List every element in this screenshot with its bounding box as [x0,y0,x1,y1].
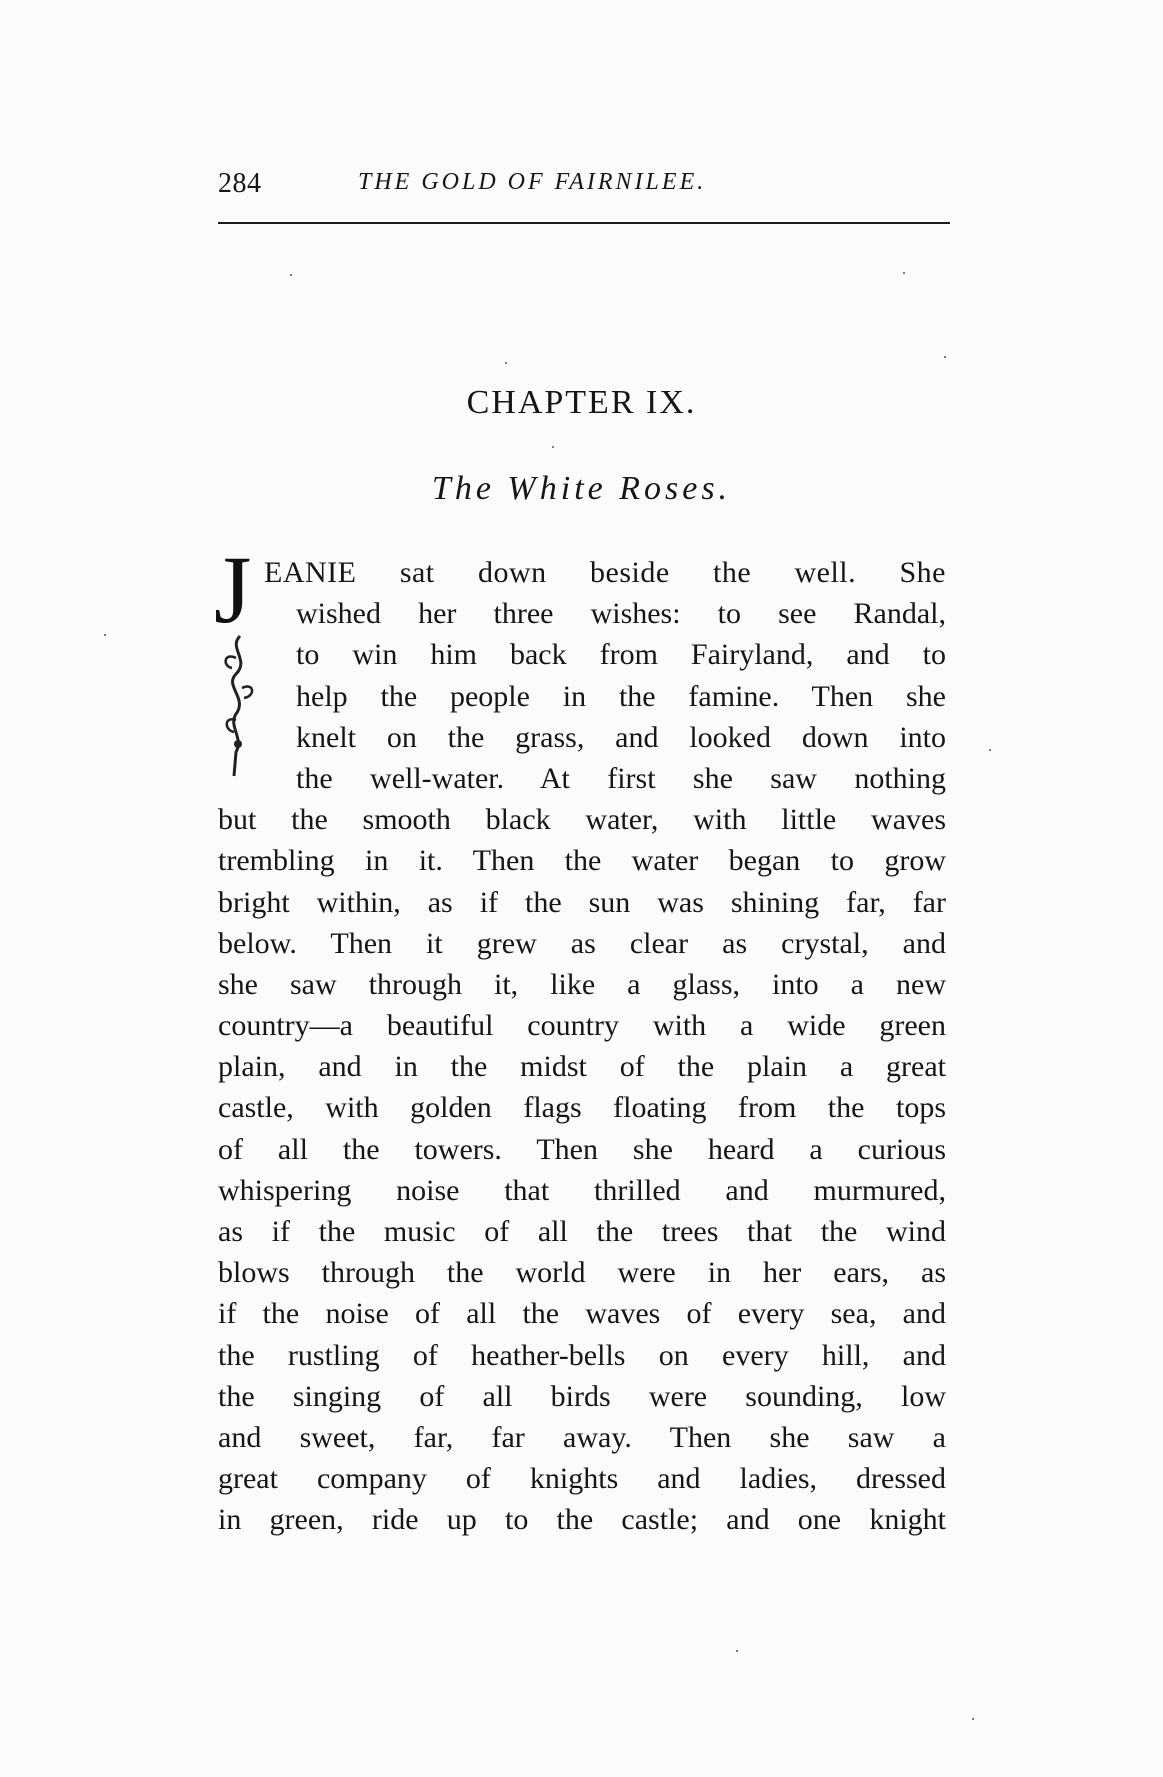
drop-cap-letter: J [214,536,252,643]
header-rule [218,222,950,224]
body-line: plain, and in the midst of the plain a great [218,1050,946,1084]
scan-speck [989,749,991,751]
scan-speck [944,356,946,358]
body-line: below. Then it grew as clear as crystal, and [218,926,946,960]
body-line: of all the towers. Then she heard a curious [218,1132,946,1166]
body-line: country—a beautiful country with a wide green [218,1009,946,1043]
body-line: as if the music of all the trees that the wind [218,1215,946,1248]
body-line: the well-water. At first she saw nothing [296,761,946,795]
scan-speck [290,274,292,276]
body-line: wished her three wishes: to see Randal, [296,597,946,631]
scan-speck [505,362,507,364]
scan-speck [736,1650,738,1652]
body-line: trembling in it. Then the water began to grow [218,844,946,878]
scan-speck [972,1718,974,1720]
body-line: and sweet, far, far away. Then she saw a [218,1420,946,1454]
chapter-subtitle: The White Roses. [431,470,732,507]
body-line: if the noise of all the waves of every sea, and [218,1297,946,1331]
body-line: but the smooth black water, with little waves [218,803,946,837]
page-number: 284 [218,168,262,199]
body-line: to win him back from Fairyland, and to [296,638,946,672]
running-title: THE GOLD OF FAIRNILEE. [358,169,707,195]
body-line: the singing of all birds were sounding, low [218,1379,946,1413]
scan-speck [903,272,905,274]
body-line: bright within, as if the sun was shining far, far [218,885,946,919]
scan-speck [552,446,554,448]
body-line: knelt on the grass, and looked down into [296,720,946,754]
body-line: EANIE sat down beside the well. She [264,556,946,589]
running-header [218,168,950,208]
body-line: great company of knights and ladies, dressed [218,1462,946,1496]
body-line: blows through the world were in her ears, as [218,1256,946,1290]
body-line: she saw through it, like a glass, into a new [218,967,946,1001]
body-line: the rustling of heather-bells on every hill, and [218,1338,946,1372]
scan-speck [104,634,106,636]
body-line: help the people in the famine. Then she [296,679,946,713]
body-line: castle, with golden flags floating from the tops [218,1091,946,1125]
body-line: whispering noise that thrilled and murmured, [218,1173,946,1207]
body-line: in green, ride up to the castle; and one knight [218,1503,946,1537]
body-text [218,552,946,1541]
chapter-heading: CHAPTER IX. [466,384,697,421]
